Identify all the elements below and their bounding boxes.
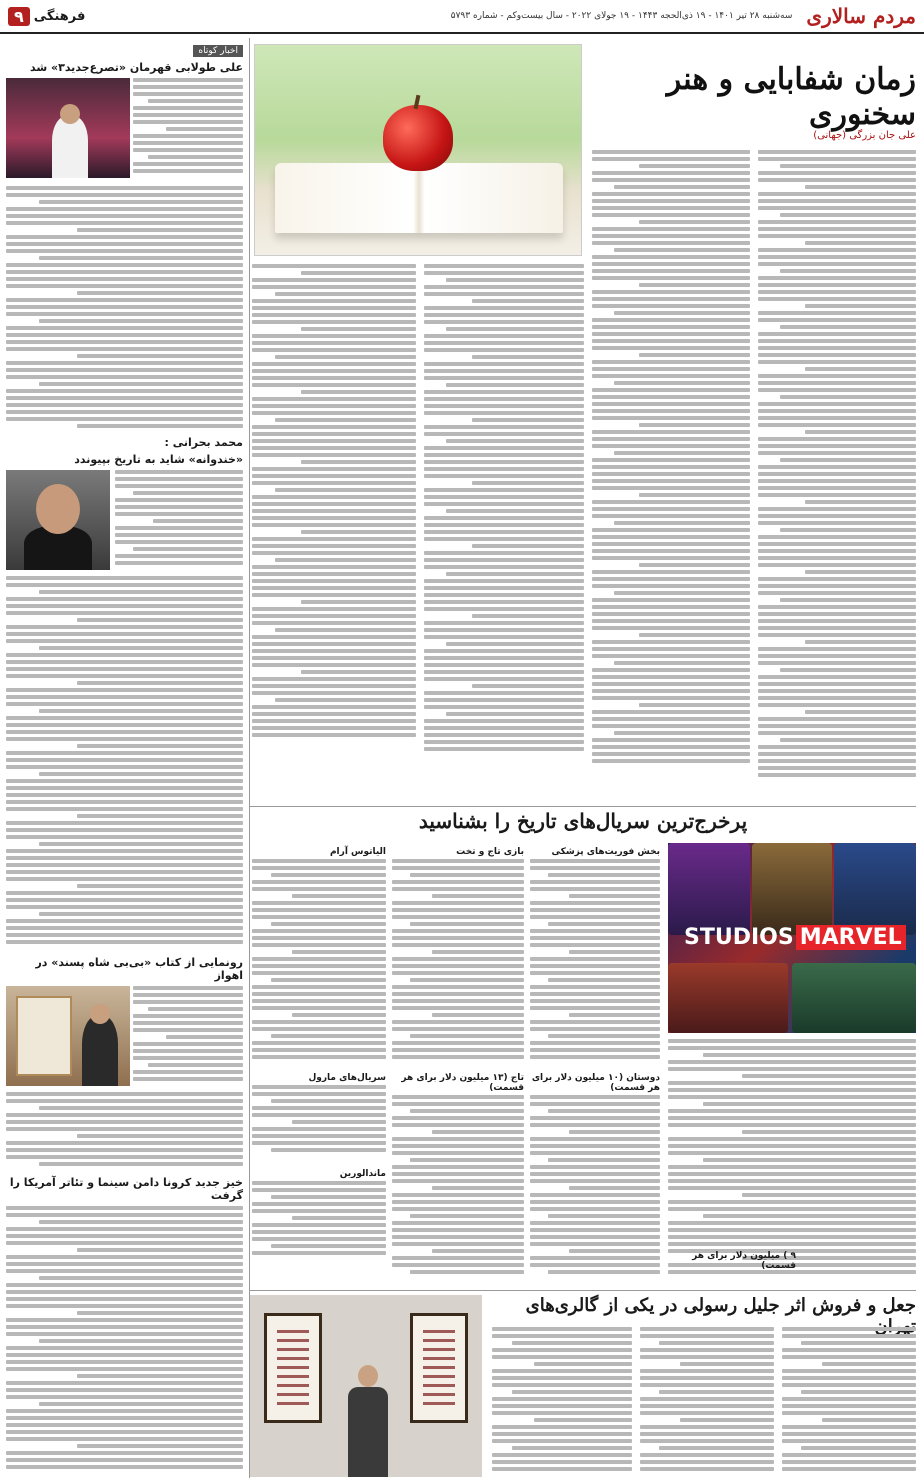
gallery-article-title: جعل و فروش اثر جلیل رسولی در یکی از گالری‌های (525, 1295, 916, 1316)
main-article-body-col4 (252, 264, 416, 790)
book-launch-photo (6, 986, 130, 1086)
series-sub-heading-3: بازی تاج و تخت (456, 847, 524, 857)
marvel-studios-collage (668, 843, 916, 1033)
left-item3-title: رونمایی از کتاب «بی‌بی شاه پسند» در اهواز (35, 956, 243, 982)
section-header (8, 7, 85, 26)
main-article-title: زمان شفابایی و هنر سخنوری (666, 62, 916, 132)
left-news-column (6, 38, 250, 1478)
left-item2-body (6, 576, 243, 950)
newspaper-logo: مردم سالاری (806, 4, 916, 28)
series-col4 (392, 843, 524, 1285)
series-sub-heading-6: تاج (۱۳ میلیون دلار برای هر قسمت) (401, 1073, 524, 1093)
left-item4-body (6, 1206, 243, 1476)
gallery-article-body-1 (782, 1327, 916, 1475)
artist-gallery-photo (250, 1295, 482, 1477)
gallery-article-body-2 (640, 1327, 774, 1475)
main-article-body-col3 (424, 264, 584, 790)
series-sub-heading-7: ماندالورین (339, 1169, 386, 1179)
series-sub-heading-1: ۹ ) میلیون دلار برای هر قسمت) (692, 1251, 796, 1271)
gallery-article-body-3 (492, 1327, 632, 1475)
main-article-body-col2 (592, 150, 750, 790)
gallery-article (250, 1290, 916, 1478)
singer-photo (6, 78, 130, 178)
left-item3-body (6, 1092, 243, 1170)
section-label: فرهنگی (33, 8, 86, 24)
series-col3 (530, 843, 660, 1285)
left-item4-title: خیز جدید کرونا دامن سینما و تئاتر آمریکا را گرفت (9, 1176, 243, 1202)
series-right-lower (668, 1039, 916, 1279)
short-news-tag: اخبار کوتاه (193, 45, 243, 57)
left-item1-title: علی طولابی قهرمان «تصرع‌جدید۳» شد (30, 61, 243, 74)
page-number: ۹ (8, 7, 30, 26)
series-sub-heading-4: الیاتوس آرام (329, 847, 386, 857)
dateline: سه‌شنبه ۲۸ تیر ۱۴۰۱ - ۱۹ ذی‌الحجه ۱۴۴۳ - ۱۹ جولای ۲۰۲۲ - سال بیست‌وکم - شماره ۵۷۹۳ (450, 11, 793, 21)
host-portrait-photo (6, 470, 110, 570)
open-book-image (275, 163, 563, 233)
main-article-body-right (758, 150, 916, 790)
marvel-logo: MARVEL STUDIOS (684, 925, 906, 950)
main-article (250, 38, 916, 798)
apple-book-photo (254, 44, 582, 256)
series-col5 (252, 843, 386, 1271)
series-article (250, 806, 916, 1288)
series-article-title: پرخرج‌ترین سریال‌های تاریخ را بشناسید (418, 809, 748, 833)
left-item2-author: محمد بحرانی : (164, 436, 243, 449)
series-sub-heading-2: بخش فوریت‌های پزشکی (551, 847, 660, 857)
left-item1-body (6, 186, 243, 430)
series-sub-heading-5: دوستان (۱۰ میلیون دلار برای هر قسمت) (531, 1073, 660, 1093)
main-article-byline: علی جان بزرگی (جهانی) (813, 130, 916, 141)
left-item2-title: «خندوانه» شاید به تاریخ بپیوندد (74, 453, 243, 466)
masthead (0, 0, 924, 34)
red-apple-image (383, 105, 453, 171)
series-sub-heading-8: سریال‌های مارول (308, 1073, 386, 1083)
